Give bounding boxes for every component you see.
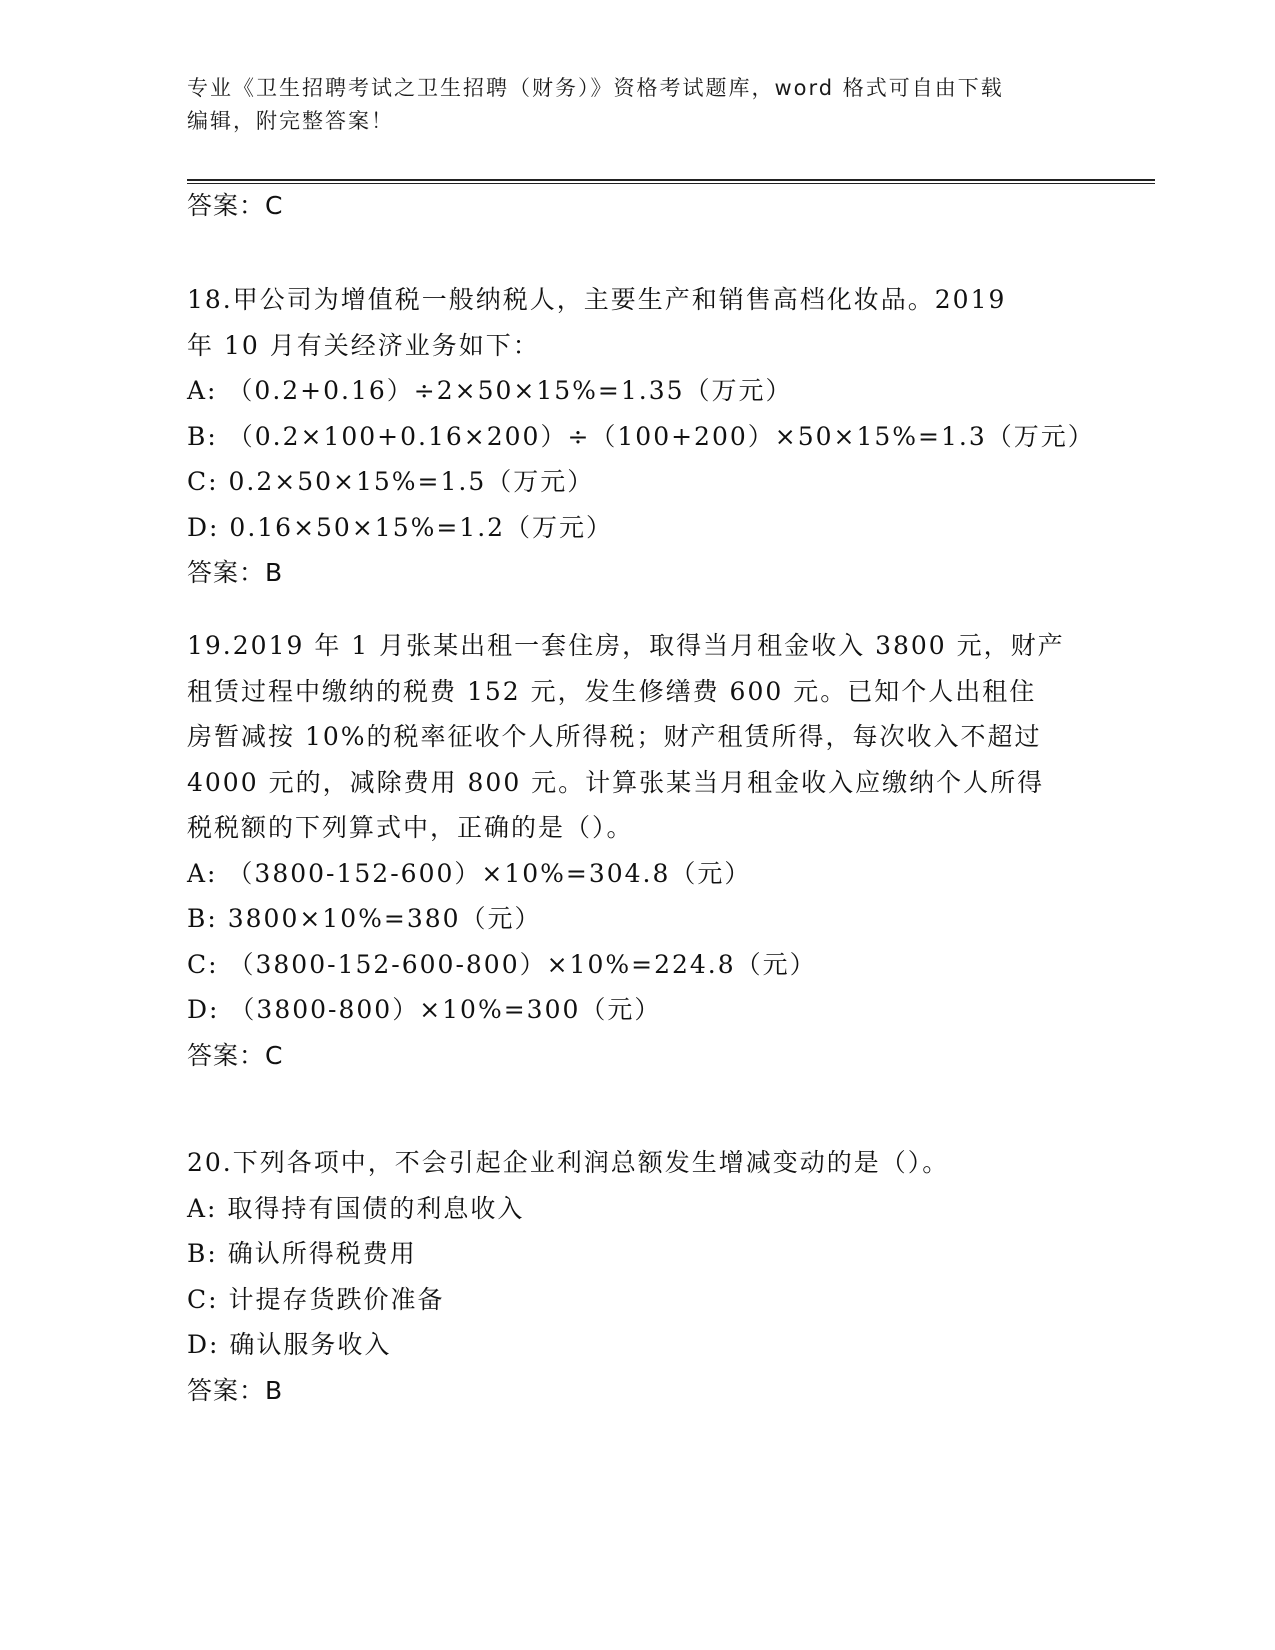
q19-text-line-2: 租赁过程中缴纳的税费 152 元，发生修缮费 600 元。已知个人出租住 bbox=[187, 676, 1037, 706]
q19-option-b: B: 3800×10%=380（元） bbox=[187, 904, 542, 933]
q20-option-a: A: 取得持有国债的利息收入 bbox=[187, 1193, 525, 1223]
q18-option-b: B: （0.2×100+0.16×200）÷（100+200）×50×15%=1.3（万元） bbox=[187, 421, 1095, 451]
question-19 bbox=[187, 623, 1087, 1078]
q20-option-d: D: 确认服务收入 bbox=[187, 1330, 392, 1359]
q18-option-c: C: 0.2×50×15%=1.5（万元） bbox=[187, 467, 595, 496]
q19-text-line-3: 房暂减按 10%的税率征收个人所得税；财产租赁所得，每次收入不超过 bbox=[187, 722, 1042, 751]
question-18 bbox=[187, 277, 1095, 596]
q19-text-line-1: 19.2019 年 1 月张某出租一套住房，取得当月租金收入 3800 元，财产 bbox=[187, 631, 1065, 660]
header-line-2: 编辑，附完整答案！ bbox=[187, 109, 394, 133]
q20-option-b: B: 确认所得税费用 bbox=[187, 1239, 417, 1268]
q20-option-c: C: 计提存货跌价准备 bbox=[187, 1284, 445, 1314]
q18-text-line-2: 年 10 月有关经济业务如下： bbox=[187, 330, 540, 360]
q18-option-d: D: 0.16×50×15%=1.2（万元） bbox=[187, 512, 614, 542]
header-divider-thin bbox=[187, 183, 1155, 184]
q20-answer: 答案：B bbox=[187, 1375, 284, 1405]
q19-text-line-5: 税税额的下列算式中，正确的是（）。 bbox=[187, 813, 634, 842]
q18-text-line-1: 18.甲公司为增值税一般纳税人，主要生产和销售高档化妆品。2019 bbox=[187, 285, 1007, 314]
document-header bbox=[187, 72, 1087, 138]
q19-option-a: A: （3800-152-600）×10%=304.8（元） bbox=[187, 858, 752, 888]
q19-option-c: C: （3800-152-600-800）×10%=224.8（元） bbox=[187, 949, 817, 979]
header-divider-thick bbox=[187, 179, 1155, 181]
q19-option-d: D: （3800-800）×10%=300（元） bbox=[187, 995, 662, 1024]
q20-text-line-1: 20.下列各项中，不会引起企业利润总额发生增减变动的是（）。 bbox=[187, 1148, 950, 1177]
question-20 bbox=[187, 1140, 1087, 1413]
q19-answer: 答案：C bbox=[187, 1040, 284, 1070]
q19-text-line-4: 4000 元的，减除费用 800 元。计算张某当月租金收入应缴纳个人所得 bbox=[187, 767, 1045, 797]
header-line-1: 专业《卫生招聘考试之卫生招聘（财务）》资格考试题库，word 格式可自由下载 bbox=[187, 76, 1004, 100]
q18-answer: 答案：B bbox=[187, 558, 284, 587]
q18-option-a: A: （0.2+0.16）÷2×50×15%=1.35（万元） bbox=[187, 376, 793, 405]
q17-answer: 答案：C bbox=[187, 191, 284, 220]
